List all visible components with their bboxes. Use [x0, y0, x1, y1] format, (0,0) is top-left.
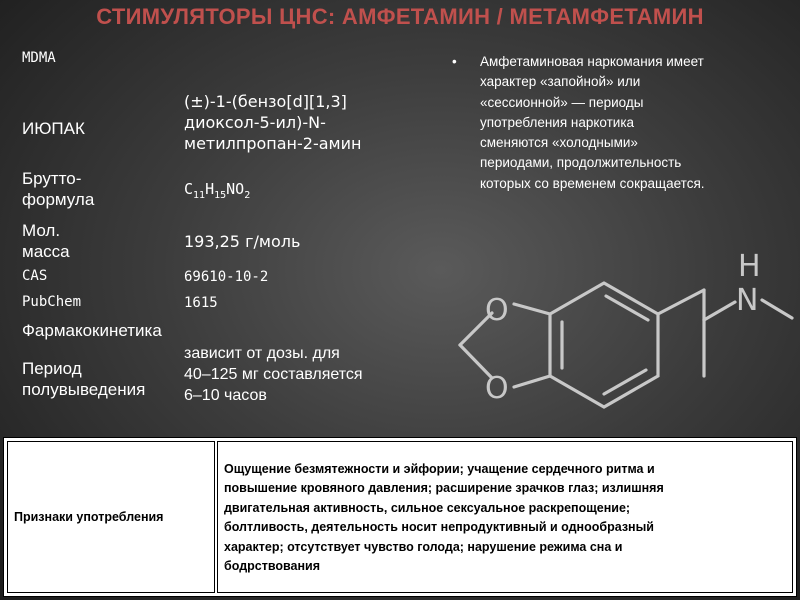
bond-ch-n — [704, 302, 735, 320]
iupac-value-line: (±)-1-(бензо[d][1,3] — [184, 92, 347, 111]
oxygen-atom-top-label: O — [485, 293, 509, 328]
table-content-line: болтливость, деятельность носит непродуктивный и однообразный — [224, 520, 654, 535]
iupac-value-line: метилпропан-2-амин — [184, 133, 362, 153]
formula-label-line: Брутто- — [22, 169, 82, 188]
formula-c: C — [184, 180, 194, 198]
mass-value: 193,25 г/моль — [184, 232, 301, 251]
usage-signs-table — [3, 437, 797, 597]
iupac-label: ИЮПАК — [22, 119, 85, 138]
cas-value: 69610-10-2 — [184, 269, 269, 285]
table-content-line: характер; отсутствует чувство голода; нарушение режима сна и — [224, 539, 623, 554]
formula-no-sub: 2 — [244, 190, 251, 201]
formula-no: NO — [226, 180, 245, 198]
hydrogen-atom-label: H — [738, 249, 761, 284]
table-content-line: повышение кровяного давления; расширение зрачков глаз; излишняя — [224, 481, 664, 496]
bullet-line: «сессионной» — периоды — [480, 94, 644, 110]
formula-h-sub: 15 — [214, 190, 227, 201]
halflife-value-line: зависит от дозы. для — [184, 345, 340, 362]
pubchem-label: PubChem — [22, 294, 82, 310]
benzene-double-bond — [604, 370, 646, 394]
mass-label-line: масса — [22, 242, 70, 262]
pubchem-value: 1615 — [184, 295, 218, 311]
bond-ring-ch2 — [658, 290, 704, 314]
bullet-line: употребления наркотика — [480, 114, 635, 130]
bond-ring-o-bottom — [514, 376, 550, 387]
bullet-line: характер «запойной» или — [480, 74, 641, 90]
pharmacokinetics-label: Фармакокинетика — [22, 321, 162, 340]
formula-h: H — [205, 180, 215, 198]
bullet-line: которых со временем сокращается. — [480, 175, 705, 191]
benzene-double-bond — [606, 296, 648, 320]
cas-label: CAS — [22, 268, 48, 284]
bullet-line: сменяются «холодными» — [480, 135, 638, 150]
formula-c-sub: 11 — [193, 190, 206, 201]
halflife-value-line: 40–125 мг составляется — [184, 365, 363, 383]
table-content-line: бодрствования — [224, 558, 320, 573]
bond-n-methyl — [762, 300, 792, 318]
oxygen-atom-bottom-label: O — [485, 371, 509, 406]
halflife-label-line: полувыведения — [22, 380, 146, 400]
table-content-cell — [217, 441, 793, 593]
halflife-value-line: 6–10 часов — [184, 386, 267, 404]
bond-ring-o-top — [514, 304, 550, 314]
bullet-marker: • — [452, 54, 457, 69]
table-content-line: двигательная активность, сильное сексуальное раскрепощение; — [224, 500, 631, 515]
halflife-label-line: Период — [22, 359, 82, 378]
benzene-ring — [550, 283, 658, 407]
table-header: Признаки употребления — [14, 510, 164, 524]
bullet-line: Амфетаминовая наркомания имеет — [480, 54, 704, 69]
mass-label-line: Мол. — [22, 221, 61, 240]
drug-name: MDMA — [22, 50, 56, 66]
table-content-line: Ощущение безмятежности и эйфории; учащение сердечного ритма и — [224, 462, 655, 476]
bullet-line: периодами, продолжительность — [480, 155, 682, 171]
slide-title: СТИМУЛЯТОРЫ ЦНС: АМФЕТАМИН / МЕТАМФЕТАМИН — [96, 4, 704, 29]
nitrogen-atom-label: N — [736, 283, 759, 318]
table-header-cell — [7, 441, 215, 593]
iupac-value-line: диоксол-5-ил)-N- — [184, 112, 326, 132]
formula-label-line: формула — [22, 190, 95, 210]
